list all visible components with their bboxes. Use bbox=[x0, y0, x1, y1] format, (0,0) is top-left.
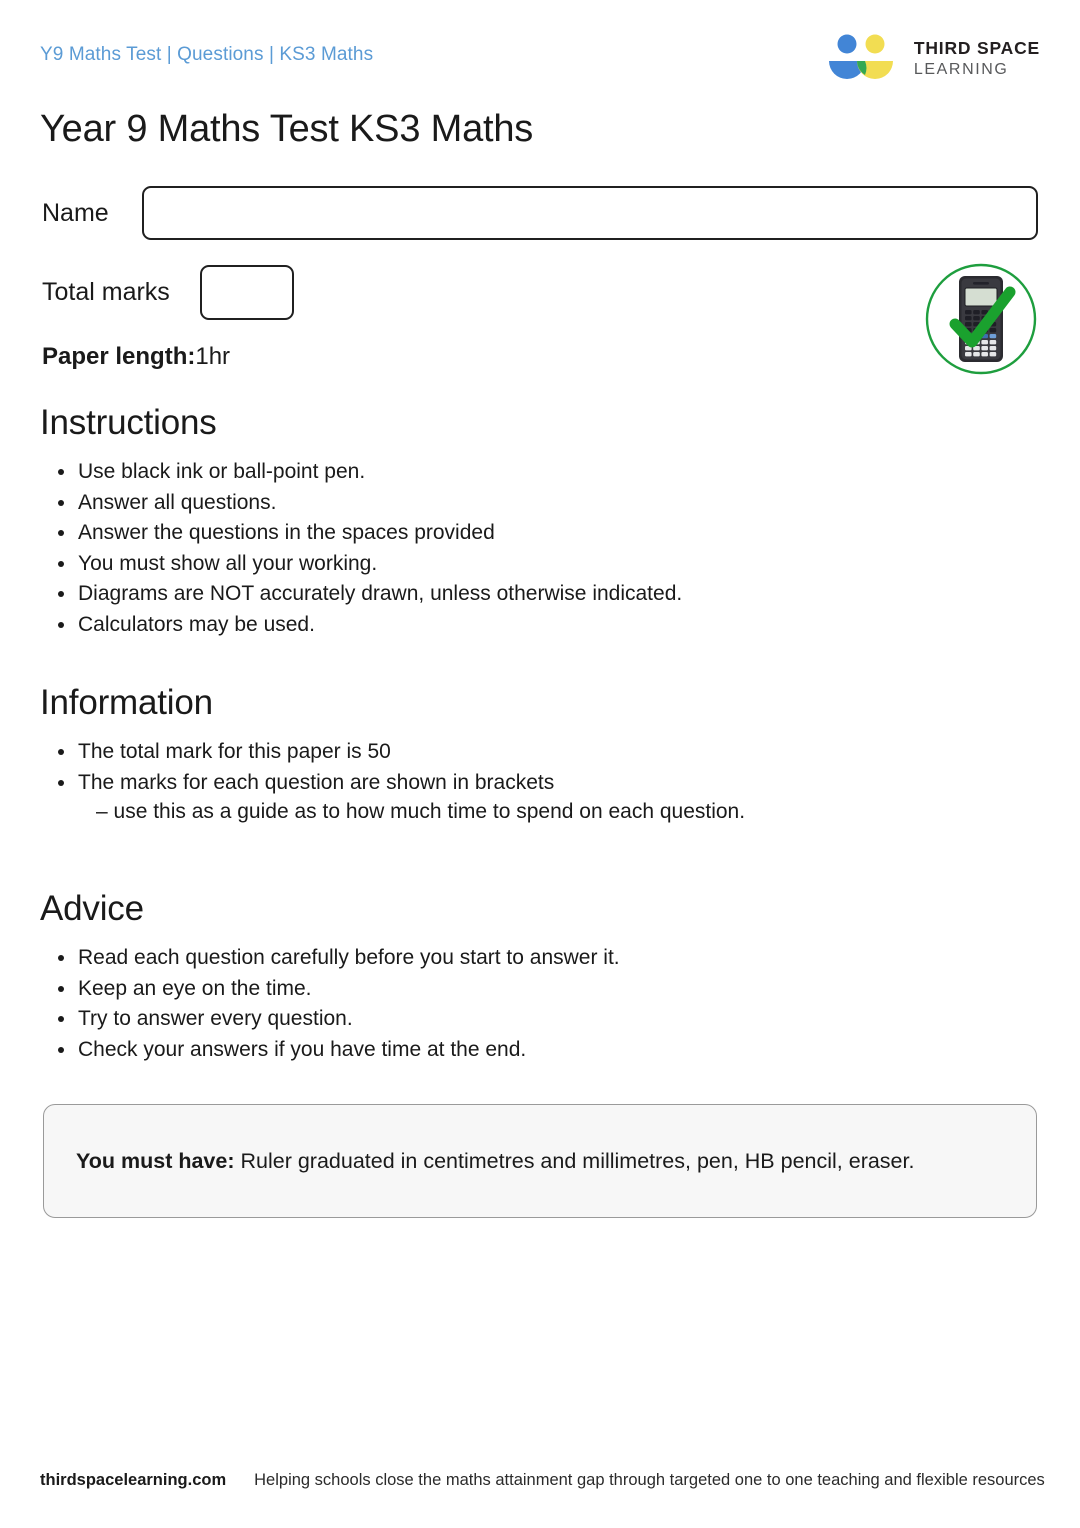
page-title: Year 9 Maths Test KS3 Maths bbox=[40, 108, 534, 150]
section-heading-advice: Advice bbox=[40, 889, 144, 928]
instructions-list bbox=[40, 457, 1040, 639]
third-space-learning-logo bbox=[821, 31, 1040, 87]
equipment-notice-items: Ruler graduated in centimetres and millimetres, pen, HB pencil, eraser. bbox=[234, 1149, 915, 1173]
advice-list bbox=[40, 943, 1040, 1064]
list-item: Read each question carefully before you start to answer it. bbox=[78, 943, 1040, 973]
equipment-notice-label: You must have: bbox=[76, 1149, 235, 1173]
footer-site-name: thirdspacelearning.com bbox=[40, 1471, 227, 1489]
logo-line-2: LEARNING bbox=[913, 60, 1009, 78]
list-item: Use black ink or ball-point pen. bbox=[78, 457, 1040, 487]
paper-length-label: Paper length: bbox=[42, 343, 196, 370]
name-input[interactable] bbox=[142, 186, 1038, 240]
list-item: Diagrams are NOT accurately drawn, unless otherwise indicated. bbox=[78, 579, 1040, 609]
section-instructions bbox=[40, 403, 1040, 640]
logo-line-1: THIRD SPACE bbox=[913, 38, 1040, 59]
page-footer bbox=[40, 1471, 1045, 1490]
list-item: Check your answers if you have time at the end. bbox=[78, 1035, 1040, 1065]
paper-length-value: 1hr bbox=[195, 343, 231, 370]
breadcrumb: Y9 Maths Test | Questions | KS3 Maths bbox=[40, 44, 374, 65]
list-item-text: The marks for each question are shown in brackets bbox=[78, 770, 555, 794]
information-list bbox=[40, 737, 1040, 827]
list-item: Try to answer every question. bbox=[78, 1004, 1040, 1034]
equipment-notice-box bbox=[43, 1104, 1037, 1218]
list-item: The total mark for this paper is 50 bbox=[78, 737, 1040, 767]
calculator-allowed-icon bbox=[924, 262, 1038, 376]
list-item: Answer the questions in the spaces provided bbox=[78, 518, 1040, 548]
section-advice bbox=[40, 889, 1040, 1065]
section-information bbox=[40, 683, 1040, 828]
list-item-subline: – use this as a guide as to how much time to spend on each question. bbox=[96, 800, 746, 823]
equipment-notice-text bbox=[44, 1146, 946, 1176]
logo-wordmark bbox=[914, 40, 1040, 78]
name-row bbox=[40, 186, 1038, 242]
list-item: Calculators may be used. bbox=[78, 610, 1040, 640]
footer-tagline: Helping schools close the maths attainment gap through targeted one to one teaching and flexible resources bbox=[254, 1471, 1045, 1489]
section-heading-instructions: Instructions bbox=[40, 403, 217, 442]
section-heading-information: Information bbox=[40, 683, 213, 722]
total-marks-label: Total marks bbox=[42, 278, 170, 306]
list-item: Keep an eye on the time. bbox=[78, 974, 1040, 1004]
list-item bbox=[78, 768, 1040, 827]
total-marks-input[interactable] bbox=[200, 265, 294, 320]
logo-people-icon bbox=[821, 31, 901, 87]
page-header bbox=[40, 36, 1040, 98]
list-item: Answer all questions. bbox=[78, 488, 1040, 518]
name-label: Name bbox=[42, 199, 109, 227]
list-item: You must show all your working. bbox=[78, 549, 1040, 579]
paper-length bbox=[42, 343, 230, 371]
